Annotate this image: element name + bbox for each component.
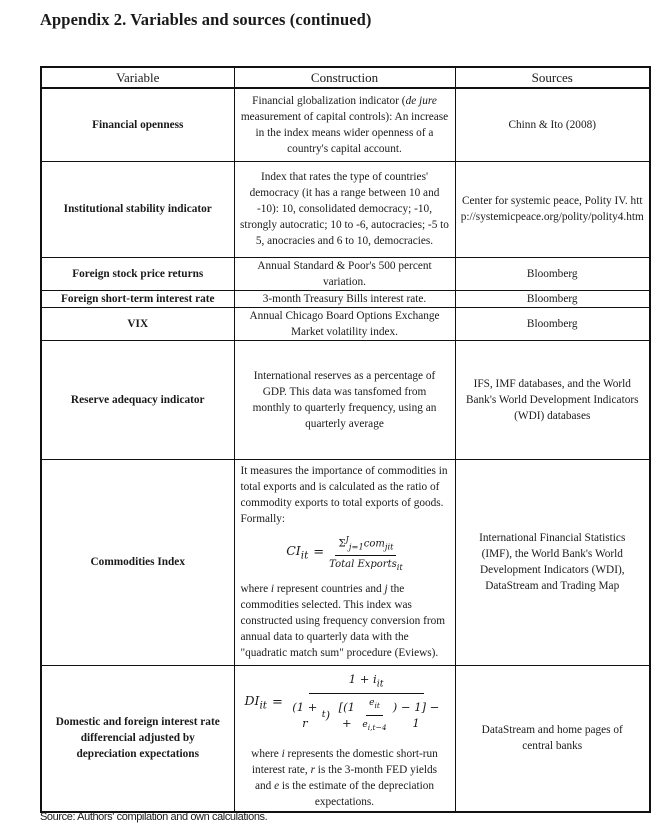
header-variable: Variable xyxy=(41,67,234,88)
sources-cell: Bloomberg xyxy=(455,307,650,340)
den-sub: t xyxy=(321,709,326,721)
table-row xyxy=(41,88,650,161)
inner-den-text: e xyxy=(362,719,368,730)
sources-cell: DataStream and home pages of central banks xyxy=(455,665,650,812)
construction-cell: Annual Chicago Board Options Exchange Market volatility index. xyxy=(234,307,455,340)
formula-denominator xyxy=(288,694,445,736)
note-text: represents the domestic short-run interest rate, xyxy=(251,747,438,776)
den-part: ) − 1] − 1 xyxy=(392,700,440,731)
note-italic: r xyxy=(310,763,315,776)
variable-cell: Institutional stability indicator xyxy=(41,161,234,257)
note-text: where xyxy=(251,747,282,760)
inner-den-sub: i,t−4 xyxy=(367,722,387,732)
formula-lhs-sub: it xyxy=(300,549,309,562)
den-part: (1 + r xyxy=(292,700,318,731)
den-part: [(1 + xyxy=(338,700,355,731)
construction-text: measurement of capital controls): An increase in the index means wider openness of a country's capital account. xyxy=(240,110,449,155)
formula-fraction xyxy=(329,531,403,575)
construction-cell: Index that rates the type of countries' democracy (it has a range between 10 and -10): 10, consolidated democracy; -10, strongly autocratic; 10 to -6, autocracies; -5 to 5, anocracies and 6 to 10, democracies. xyxy=(234,161,455,257)
inner-numerator xyxy=(366,695,383,716)
equals-sign: = xyxy=(313,544,325,560)
formula-lhs-symbol: CI xyxy=(286,542,301,558)
variable-cell: VIX xyxy=(41,307,234,340)
formula-lhs-symbol: DI xyxy=(244,692,260,708)
sum-term: com xyxy=(363,538,385,550)
construction-cell xyxy=(234,88,455,161)
variables-table xyxy=(40,66,651,813)
inner-denominator xyxy=(362,716,386,736)
variable-cell: Foreign stock price returns xyxy=(41,257,234,290)
variable-cell: Financial openness xyxy=(41,88,234,161)
inner-fraction xyxy=(362,695,386,736)
formula-lhs xyxy=(245,693,267,714)
header-sources: Sources xyxy=(455,67,650,88)
page-title: Appendix 2. Variables and sources (continued) xyxy=(40,10,372,29)
inner-num-text: e xyxy=(369,698,375,709)
den-part: ) xyxy=(325,708,331,723)
formula-denominator xyxy=(329,556,403,575)
note-text: where xyxy=(240,583,271,596)
sources-cell: IFS, IMF databases, and the World Bank's World Development Indicators (WDI) databases xyxy=(455,340,650,459)
construction-cell: International reserves as a percentage of GDP. This data was tansfomed from monthly to quarterly frequency, using an quarterly average xyxy=(234,340,455,459)
note-text: is the estimate of the depreciation expectations. xyxy=(279,779,435,808)
construction-note xyxy=(245,746,445,810)
construction-cell xyxy=(234,459,455,665)
variable-cell: Foreign short-term interest rate xyxy=(41,290,234,307)
formula-numerator xyxy=(335,531,396,556)
variable-cell: Commodities Index xyxy=(41,459,234,665)
table-row xyxy=(41,665,650,812)
sources-cell: Center for systemic peace, Polity IV. http://systemicpeace.org/polity/polity4.htm xyxy=(455,161,650,257)
sum-upper: J xyxy=(345,533,349,544)
variable-cell: Domestic and foreign interest rate differencial adjusted by depreciation expectations xyxy=(41,665,234,812)
table-row xyxy=(41,340,650,459)
formula-lhs-sub: it xyxy=(259,699,267,712)
sum-lower: j=1 xyxy=(348,541,364,552)
sum-term-sub: jit xyxy=(384,541,394,552)
table-row xyxy=(41,161,650,257)
construction-intro: It measures the importance of commodities in total exports and is calculated as the ratio of commodity exports to total exports of goods. Formally: xyxy=(240,464,448,525)
note-italic: i xyxy=(270,583,275,596)
equals-sign: = xyxy=(271,695,283,711)
note-text: is the 3-month FED yields and xyxy=(254,763,438,792)
formula-numerator xyxy=(309,671,424,694)
denominator-sub: it xyxy=(396,562,403,573)
construction-note xyxy=(241,581,449,661)
denominator-text: Total Exports xyxy=(329,559,397,571)
note-italic: e xyxy=(274,779,280,792)
table-header-row xyxy=(41,67,650,88)
construction-cell xyxy=(234,665,455,812)
note-italic: j xyxy=(384,583,388,596)
formula-fraction xyxy=(288,671,445,736)
table-row xyxy=(41,459,650,665)
header-construction: Construction xyxy=(234,67,455,88)
construction-cell: Annual Standard & Poor's 500 percent variation. xyxy=(234,257,455,290)
numerator-text: 1 + i xyxy=(348,671,377,686)
table-row xyxy=(41,307,650,340)
construction-cell: 3-month Treasury Bills interest rate. xyxy=(234,290,455,307)
sum-symbol: Σ xyxy=(338,538,346,550)
numerator-sub: it xyxy=(376,678,384,690)
sources-cell: Chinn & Ito (2008) xyxy=(455,88,650,161)
sources-cell: International Financial Statistics (IMF), the World Bank's World Development Indicators (WDI), DataStream and Trading Map xyxy=(455,459,650,665)
commodities-index-formula xyxy=(241,531,449,575)
note-text: represent countries and xyxy=(274,583,385,596)
interest-differential-formula xyxy=(245,671,445,736)
variable-cell: Reserve adequacy indicator xyxy=(41,340,234,459)
sources-cell: Bloomberg xyxy=(455,290,650,307)
table-row xyxy=(41,290,650,307)
note-text: the commodities selected. This index was constructed using frequency conversion from annual data to quarterly data with the "quadratic match sum" procedure (Eviews). xyxy=(240,583,446,660)
source-note: Source: Authors' compilation and own calculations. xyxy=(40,811,268,823)
construction-italic: de jure xyxy=(405,94,437,107)
sources-cell: Bloomberg xyxy=(455,257,650,290)
table-row xyxy=(41,257,650,290)
formula-lhs xyxy=(286,543,308,564)
note-italic: i xyxy=(281,747,285,760)
inner-num-sub: it xyxy=(374,700,380,710)
construction-text: Financial globalization indicator ( xyxy=(252,94,406,107)
